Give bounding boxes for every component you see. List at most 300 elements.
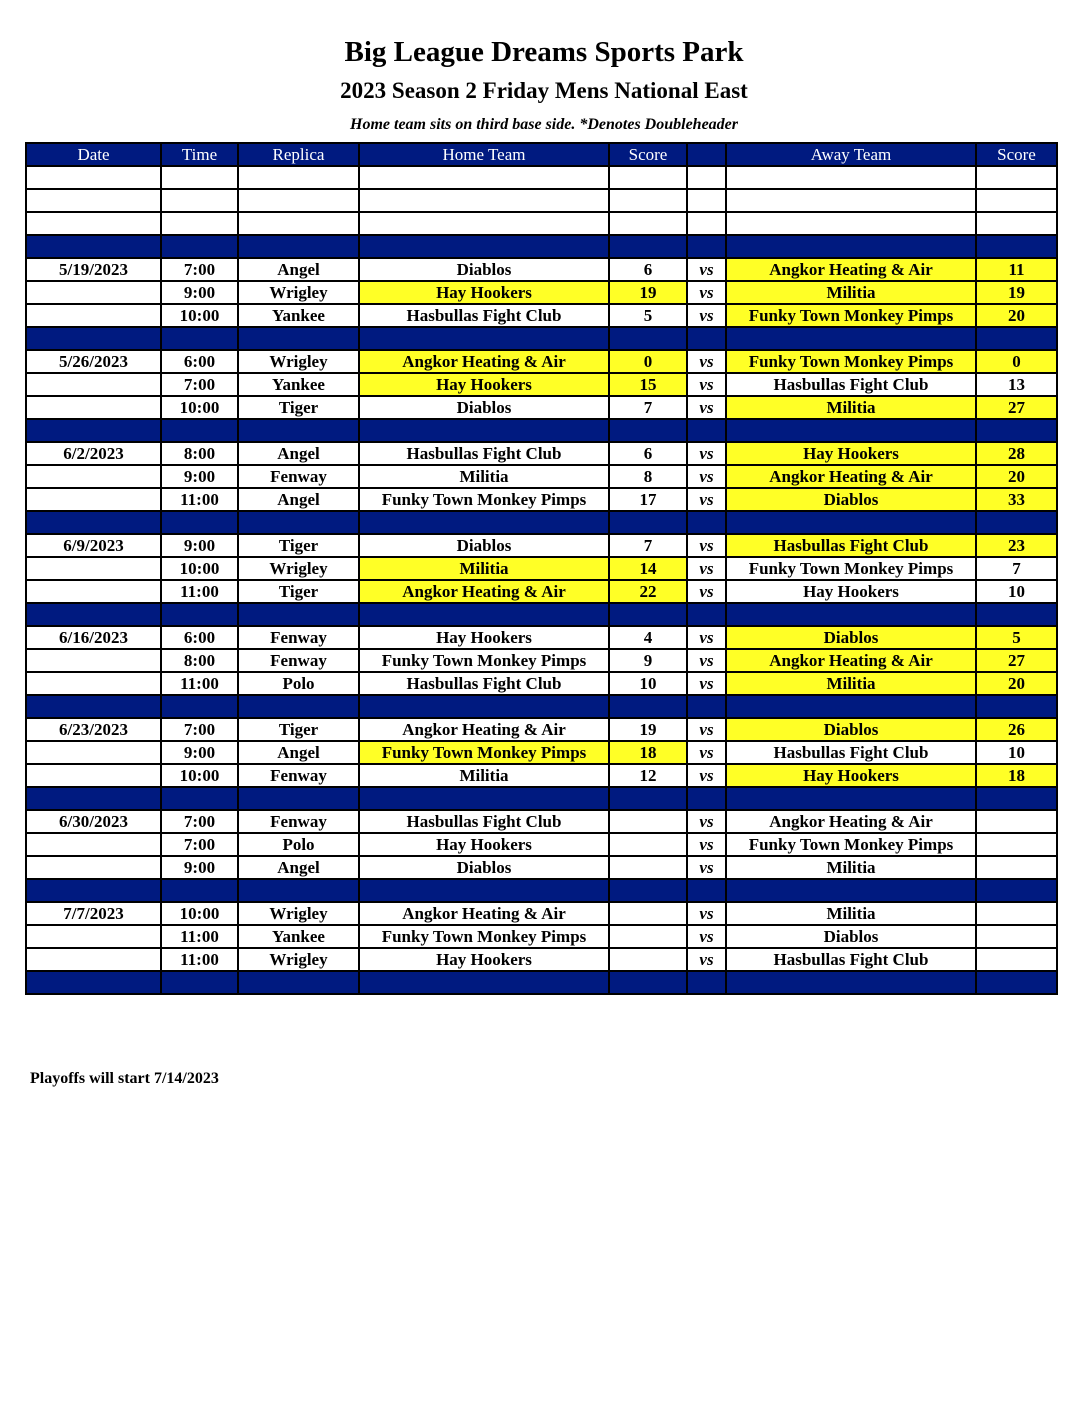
vs-cell: vs	[687, 488, 726, 511]
blank-cell	[609, 189, 687, 212]
replica-cell: Fenway	[238, 626, 359, 649]
separator-cell	[609, 419, 687, 442]
home-team-cell: Hay Hookers	[359, 626, 609, 649]
game-row	[26, 488, 1057, 511]
separator-cell	[26, 603, 161, 626]
home-team-cell: Funky Town Monkey Pimps	[359, 741, 609, 764]
home-team-cell: Diablos	[359, 534, 609, 557]
footnote: Playoffs will start 7/14/2023	[30, 1070, 219, 1087]
week-separator-row	[26, 419, 1057, 442]
blank-cell	[726, 166, 976, 189]
vs-cell: vs	[687, 258, 726, 281]
time-cell: 10:00	[161, 304, 238, 327]
blank-cell	[726, 212, 976, 235]
away-team-cell: Militia	[726, 672, 976, 695]
time-cell: 11:00	[161, 925, 238, 948]
away-team-cell: Angkor Heating & Air	[726, 258, 976, 281]
date-cell	[26, 465, 161, 488]
replica-cell: Polo	[238, 672, 359, 695]
separator-cell	[609, 603, 687, 626]
week-separator-row	[26, 235, 1057, 258]
replica-cell: Fenway	[238, 764, 359, 787]
away-score-cell: 18	[976, 764, 1057, 787]
home-team-cell: Hasbullas Fight Club	[359, 810, 609, 833]
date-cell	[26, 580, 161, 603]
away-score-cell: 13	[976, 373, 1057, 396]
header-vs	[687, 143, 726, 166]
blank-cell	[976, 166, 1057, 189]
date-cell	[26, 672, 161, 695]
vs-cell: vs	[687, 626, 726, 649]
away-team-cell: Diablos	[726, 626, 976, 649]
away-score-cell: 27	[976, 396, 1057, 419]
vs-cell: vs	[687, 649, 726, 672]
separator-cell	[976, 235, 1057, 258]
time-cell: 11:00	[161, 580, 238, 603]
vs-cell: vs	[687, 281, 726, 304]
separator-cell	[726, 971, 976, 994]
separator-cell	[359, 419, 609, 442]
blank-cell	[161, 189, 238, 212]
replica-cell: Polo	[238, 833, 359, 856]
separator-cell	[726, 327, 976, 350]
game-row	[26, 258, 1057, 281]
home-score-cell: 12	[609, 764, 687, 787]
away-score-cell: 23	[976, 534, 1057, 557]
away-team-cell: Funky Town Monkey Pimps	[726, 833, 976, 856]
replica-cell: Angel	[238, 741, 359, 764]
home-team-cell: Diablos	[359, 396, 609, 419]
blank-cell	[161, 166, 238, 189]
game-row	[26, 741, 1057, 764]
vs-cell: vs	[687, 373, 726, 396]
away-score-cell: 19	[976, 281, 1057, 304]
vs-cell: vs	[687, 902, 726, 925]
replica-cell: Angel	[238, 856, 359, 879]
time-cell: 9:00	[161, 465, 238, 488]
separator-cell	[26, 971, 161, 994]
home-score-cell: 10	[609, 672, 687, 695]
replica-cell: Yankee	[238, 304, 359, 327]
date-cell	[26, 373, 161, 396]
home-team-cell: Militia	[359, 764, 609, 787]
game-row	[26, 833, 1057, 856]
replica-cell: Angel	[238, 442, 359, 465]
blank-cell	[976, 212, 1057, 235]
replica-cell: Wrigley	[238, 948, 359, 971]
home-team-cell: Hay Hookers	[359, 373, 609, 396]
vs-cell: vs	[687, 304, 726, 327]
time-cell: 9:00	[161, 534, 238, 557]
week-separator-row	[26, 511, 1057, 534]
separator-cell	[976, 419, 1057, 442]
replica-cell: Wrigley	[238, 557, 359, 580]
game-row	[26, 534, 1057, 557]
away-score-cell	[976, 925, 1057, 948]
header-time: Time	[161, 143, 238, 166]
home-score-cell: 8	[609, 465, 687, 488]
blank-cell	[609, 166, 687, 189]
vs-cell: vs	[687, 833, 726, 856]
home-score-cell: 5	[609, 304, 687, 327]
time-cell: 7:00	[161, 718, 238, 741]
home-score-cell	[609, 810, 687, 833]
separator-cell	[609, 327, 687, 350]
week-separator-row	[26, 787, 1057, 810]
vs-cell: vs	[687, 396, 726, 419]
game-row	[26, 281, 1057, 304]
time-cell: 7:00	[161, 833, 238, 856]
separator-cell	[609, 879, 687, 902]
separator-cell	[26, 235, 161, 258]
game-row	[26, 304, 1057, 327]
week-separator-row	[26, 327, 1057, 350]
separator-cell	[359, 235, 609, 258]
blank-row	[26, 189, 1057, 212]
date-cell: 6/16/2023	[26, 626, 161, 649]
away-team-cell: Militia	[726, 856, 976, 879]
vs-cell: vs	[687, 557, 726, 580]
away-team-cell: Funky Town Monkey Pimps	[726, 304, 976, 327]
separator-cell	[976, 971, 1057, 994]
date-cell	[26, 396, 161, 419]
vs-cell: vs	[687, 856, 726, 879]
away-team-cell: Hay Hookers	[726, 764, 976, 787]
time-cell: 9:00	[161, 856, 238, 879]
time-cell: 10:00	[161, 902, 238, 925]
home-score-cell: 17	[609, 488, 687, 511]
home-score-cell: 0	[609, 350, 687, 373]
blank-cell	[238, 212, 359, 235]
replica-cell: Wrigley	[238, 281, 359, 304]
blank-cell	[359, 212, 609, 235]
replica-cell: Tiger	[238, 396, 359, 419]
away-team-cell: Diablos	[726, 718, 976, 741]
separator-cell	[976, 695, 1057, 718]
separator-cell	[359, 327, 609, 350]
away-team-cell: Hasbullas Fight Club	[726, 948, 976, 971]
home-team-cell: Angkor Heating & Air	[359, 718, 609, 741]
separator-cell	[976, 327, 1057, 350]
game-row	[26, 557, 1057, 580]
blank-cell	[359, 166, 609, 189]
separator-cell	[687, 327, 726, 350]
home-team-cell: Funky Town Monkey Pimps	[359, 649, 609, 672]
away-team-cell: Hasbullas Fight Club	[726, 741, 976, 764]
replica-cell: Fenway	[238, 649, 359, 672]
away-team-cell: Angkor Heating & Air	[726, 465, 976, 488]
replica-cell: Tiger	[238, 718, 359, 741]
home-score-cell: 14	[609, 557, 687, 580]
home-score-cell: 7	[609, 396, 687, 419]
vs-cell: vs	[687, 741, 726, 764]
date-cell: 7/7/2023	[26, 902, 161, 925]
separator-cell	[726, 235, 976, 258]
home-score-cell	[609, 925, 687, 948]
blank-cell	[238, 189, 359, 212]
home-score-cell: 15	[609, 373, 687, 396]
date-cell: 6/2/2023	[26, 442, 161, 465]
game-row	[26, 902, 1057, 925]
home-team-cell: Funky Town Monkey Pimps	[359, 925, 609, 948]
separator-cell	[26, 879, 161, 902]
separator-cell	[238, 879, 359, 902]
blank-cell	[687, 212, 726, 235]
time-cell: 6:00	[161, 350, 238, 373]
separator-cell	[726, 695, 976, 718]
separator-cell	[238, 235, 359, 258]
replica-cell: Angel	[238, 258, 359, 281]
separator-cell	[26, 787, 161, 810]
away-score-cell: 10	[976, 580, 1057, 603]
separator-cell	[161, 511, 238, 534]
separator-cell	[726, 603, 976, 626]
away-score-cell: 5	[976, 626, 1057, 649]
game-row	[26, 925, 1057, 948]
separator-cell	[238, 603, 359, 626]
blank-cell	[726, 189, 976, 212]
away-team-cell: Diablos	[726, 488, 976, 511]
date-cell	[26, 833, 161, 856]
header-away-team: Away Team	[726, 143, 976, 166]
header-replica: Replica	[238, 143, 359, 166]
away-score-cell: 7	[976, 557, 1057, 580]
away-score-cell: 11	[976, 258, 1057, 281]
home-team-cell: Hay Hookers	[359, 948, 609, 971]
away-team-cell: Militia	[726, 396, 976, 419]
home-team-cell: Hasbullas Fight Club	[359, 672, 609, 695]
away-team-cell: Angkor Heating & Air	[726, 649, 976, 672]
home-team-cell: Hay Hookers	[359, 281, 609, 304]
date-cell	[26, 557, 161, 580]
separator-cell	[726, 879, 976, 902]
time-cell: 7:00	[161, 373, 238, 396]
separator-cell	[687, 419, 726, 442]
time-cell: 7:00	[161, 810, 238, 833]
week-separator-row	[26, 879, 1057, 902]
away-score-cell: 27	[976, 649, 1057, 672]
game-row	[26, 580, 1057, 603]
separator-cell	[26, 419, 161, 442]
separator-cell	[359, 787, 609, 810]
date-cell	[26, 741, 161, 764]
time-cell: 9:00	[161, 281, 238, 304]
away-score-cell	[976, 833, 1057, 856]
date-cell	[26, 649, 161, 672]
vs-cell: vs	[687, 948, 726, 971]
game-row	[26, 856, 1057, 879]
home-team-cell: Militia	[359, 557, 609, 580]
away-team-cell: Hasbullas Fight Club	[726, 373, 976, 396]
separator-cell	[26, 327, 161, 350]
away-score-cell	[976, 948, 1057, 971]
header-date: Date	[26, 143, 161, 166]
date-cell	[26, 925, 161, 948]
vs-cell: vs	[687, 810, 726, 833]
away-team-cell: Militia	[726, 902, 976, 925]
time-cell: 10:00	[161, 764, 238, 787]
separator-cell	[726, 787, 976, 810]
date-cell: 5/19/2023	[26, 258, 161, 281]
game-row	[26, 396, 1057, 419]
replica-cell: Fenway	[238, 465, 359, 488]
separator-cell	[359, 603, 609, 626]
home-team-cell: Angkor Heating & Air	[359, 902, 609, 925]
header-away-score: Score	[976, 143, 1057, 166]
separator-cell	[161, 695, 238, 718]
replica-cell: Yankee	[238, 373, 359, 396]
date-cell: 6/30/2023	[26, 810, 161, 833]
week-separator-row	[26, 971, 1057, 994]
date-cell: 5/26/2023	[26, 350, 161, 373]
away-team-cell: Funky Town Monkey Pimps	[726, 350, 976, 373]
page-subtitle: 2023 Season 2 Friday Mens National East	[340, 78, 748, 103]
separator-cell	[161, 879, 238, 902]
game-row	[26, 465, 1057, 488]
separator-cell	[687, 971, 726, 994]
time-cell: 10:00	[161, 557, 238, 580]
blank-cell	[161, 212, 238, 235]
separator-cell	[359, 971, 609, 994]
separator-cell	[238, 511, 359, 534]
separator-cell	[238, 327, 359, 350]
vs-cell: vs	[687, 672, 726, 695]
replica-cell: Wrigley	[238, 902, 359, 925]
replica-cell: Fenway	[238, 810, 359, 833]
time-cell: 10:00	[161, 396, 238, 419]
game-row	[26, 948, 1057, 971]
date-cell: 6/9/2023	[26, 534, 161, 557]
replica-cell: Wrigley	[238, 350, 359, 373]
blank-cell	[26, 189, 161, 212]
schedule-body	[26, 166, 1057, 994]
home-score-cell	[609, 902, 687, 925]
game-row	[26, 442, 1057, 465]
home-team-cell: Angkor Heating & Air	[359, 350, 609, 373]
separator-cell	[161, 603, 238, 626]
separator-cell	[26, 511, 161, 534]
blank-cell	[687, 166, 726, 189]
vs-cell: vs	[687, 350, 726, 373]
game-row	[26, 373, 1057, 396]
game-row	[26, 626, 1057, 649]
separator-cell	[359, 879, 609, 902]
game-row	[26, 350, 1057, 373]
date-cell	[26, 856, 161, 879]
separator-cell	[161, 327, 238, 350]
away-team-cell: Militia	[726, 281, 976, 304]
separator-cell	[609, 235, 687, 258]
home-score-cell: 18	[609, 741, 687, 764]
vs-cell: vs	[687, 925, 726, 948]
replica-cell: Tiger	[238, 580, 359, 603]
time-cell: 8:00	[161, 442, 238, 465]
date-cell	[26, 281, 161, 304]
replica-cell: Yankee	[238, 925, 359, 948]
home-score-cell	[609, 948, 687, 971]
game-row	[26, 672, 1057, 695]
schedule-table	[25, 142, 1058, 995]
time-cell: 9:00	[161, 741, 238, 764]
separator-cell	[976, 603, 1057, 626]
separator-cell	[26, 695, 161, 718]
separator-cell	[976, 511, 1057, 534]
away-score-cell: 0	[976, 350, 1057, 373]
blank-cell	[238, 166, 359, 189]
separator-cell	[687, 603, 726, 626]
separator-cell	[359, 695, 609, 718]
away-score-cell: 28	[976, 442, 1057, 465]
separator-cell	[609, 971, 687, 994]
header-home-team: Home Team	[359, 143, 609, 166]
home-score-cell: 19	[609, 718, 687, 741]
date-cell	[26, 304, 161, 327]
home-team-cell: Diablos	[359, 258, 609, 281]
date-cell	[26, 948, 161, 971]
separator-cell	[161, 419, 238, 442]
time-cell: 6:00	[161, 626, 238, 649]
time-cell: 11:00	[161, 672, 238, 695]
away-score-cell: 26	[976, 718, 1057, 741]
separator-cell	[359, 511, 609, 534]
away-score-cell: 20	[976, 465, 1057, 488]
away-score-cell: 20	[976, 304, 1057, 327]
away-team-cell: Hay Hookers	[726, 442, 976, 465]
home-score-cell: 6	[609, 442, 687, 465]
page-title: Big League Dreams Sports Park	[344, 36, 744, 68]
away-team-cell: Funky Town Monkey Pimps	[726, 557, 976, 580]
home-team-cell: Angkor Heating & Air	[359, 580, 609, 603]
blank-cell	[609, 212, 687, 235]
separator-cell	[161, 787, 238, 810]
home-team-cell: Militia	[359, 465, 609, 488]
separator-cell	[687, 511, 726, 534]
game-row	[26, 718, 1057, 741]
vs-cell: vs	[687, 718, 726, 741]
separator-cell	[687, 235, 726, 258]
game-row	[26, 810, 1057, 833]
away-team-cell: Diablos	[726, 925, 976, 948]
date-cell	[26, 488, 161, 511]
blank-cell	[976, 189, 1057, 212]
away-score-cell	[976, 856, 1057, 879]
away-score-cell: 20	[976, 672, 1057, 695]
vs-cell: vs	[687, 580, 726, 603]
replica-cell: Tiger	[238, 534, 359, 557]
blank-row	[26, 166, 1057, 189]
time-cell: 11:00	[161, 948, 238, 971]
home-score-cell: 6	[609, 258, 687, 281]
home-team-cell: Hasbullas Fight Club	[359, 442, 609, 465]
separator-cell	[609, 787, 687, 810]
date-cell	[26, 764, 161, 787]
separator-cell	[687, 879, 726, 902]
time-cell: 7:00	[161, 258, 238, 281]
away-score-cell	[976, 902, 1057, 925]
separator-cell	[609, 695, 687, 718]
home-score-cell: 4	[609, 626, 687, 649]
separator-cell	[238, 787, 359, 810]
week-separator-row	[26, 695, 1057, 718]
home-team-cell: Hasbullas Fight Club	[359, 304, 609, 327]
separator-cell	[609, 511, 687, 534]
vs-cell: vs	[687, 442, 726, 465]
time-cell: 11:00	[161, 488, 238, 511]
separator-cell	[976, 787, 1057, 810]
page-note: Home team sits on third base side. *Denotes Doubleheader	[350, 116, 738, 133]
date-cell: 6/23/2023	[26, 718, 161, 741]
home-score-cell	[609, 833, 687, 856]
